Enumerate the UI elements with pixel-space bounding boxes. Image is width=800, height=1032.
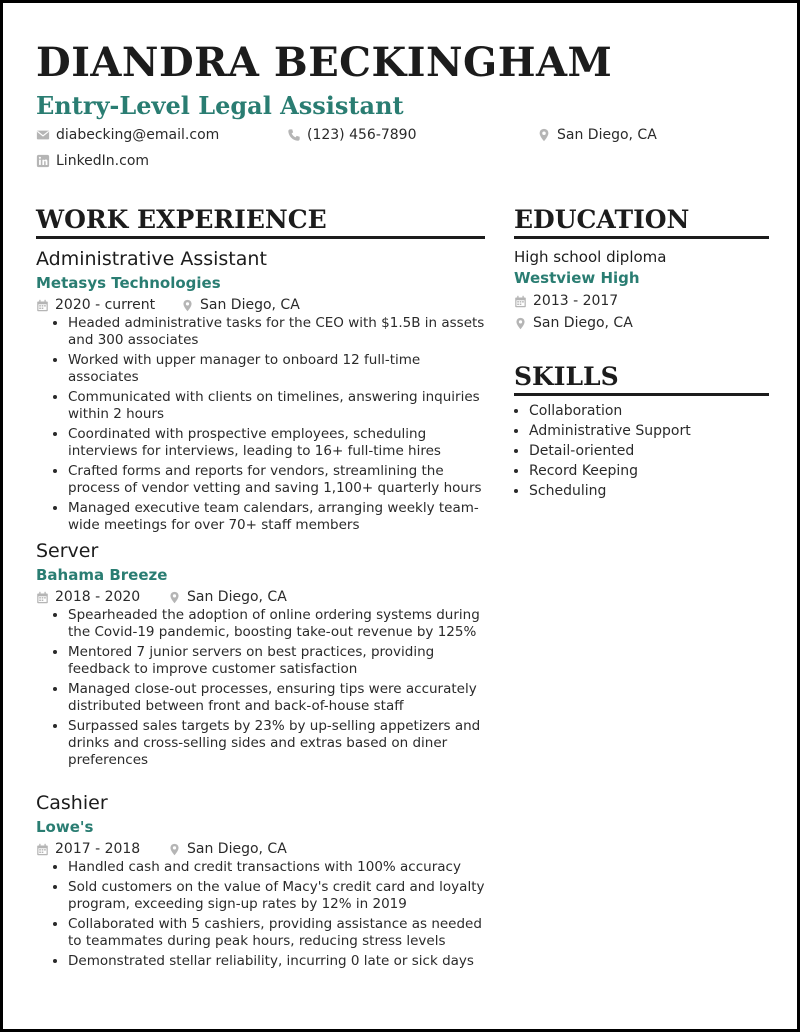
- job-bullet: • Communicated with clients on timelines, answering inquiries within 2 hours: [68, 389, 486, 423]
- job-bullet: • Spearheaded the adoption of online ordering systems during the Covid-19 pandemic, boosting take-out revenue by 125%: [68, 607, 486, 641]
- calendar-icon: [36, 591, 49, 604]
- job-bullet: • Collaborated with 5 cashiers, providing assistance as needed to teammates during peak hours, reducing stress levels: [68, 916, 486, 950]
- job-dates: 2017 - 2018: [55, 841, 141, 857]
- skills-heading: SKILLS: [514, 362, 769, 396]
- job-bullet: • Headed administrative tasks for the CEO with $1.5B in assets and 300 associates: [68, 315, 486, 349]
- job-location: San Diego, CA: [187, 841, 287, 857]
- education-degree: High school diploma: [514, 248, 667, 266]
- job-bullet: • Crafted forms and reports for vendors, streamlining the process of vendor vetting and saving 1,100+ quarterly hours: [68, 463, 486, 497]
- contact-linkedin: [36, 153, 149, 169]
- phone-text: (123) 456-7890: [307, 127, 417, 143]
- skill-item: • Administrative Support: [529, 421, 769, 441]
- phone-icon: [287, 128, 301, 142]
- job-bullet: • Worked with upper manager to onboard 12 full-time associates: [68, 352, 486, 386]
- job-bullet: • Surpassed sales targets by 23% by up-selling appetizers and drinks and cross-selling sides and extras based on diner preferences: [68, 718, 486, 769]
- contact-phone: [287, 127, 417, 143]
- job-bullet: • Managed close-out processes, ensuring tips were accurately distributed between front and back-of-house staff: [68, 681, 486, 715]
- education-location-row: [514, 313, 769, 333]
- skill-item: • Record Keeping: [529, 461, 769, 481]
- calendar-icon: [514, 295, 527, 308]
- job-meta: [36, 587, 486, 607]
- location-text: San Diego, CA: [557, 127, 657, 143]
- calendar-icon: [36, 843, 49, 856]
- job-bullet: • Mentored 7 junior servers on best practices, providing feedback to improve customer satisfaction: [68, 644, 486, 678]
- job-location: San Diego, CA: [200, 297, 300, 313]
- job-bullet: • Handled cash and credit transactions with 100% accuracy: [68, 859, 486, 876]
- job-company: Bahama Breeze: [36, 566, 168, 584]
- education-location: San Diego, CA: [533, 315, 633, 331]
- job-bullet: • Sold customers on the value of Macy's credit card and loyalty program, exceeding sign-up rates by 12% in 2019: [68, 879, 486, 913]
- skill-item: • Scheduling: [529, 481, 769, 501]
- envelope-icon: [36, 128, 50, 142]
- job-role: Server: [36, 540, 99, 562]
- linkedin-icon: [36, 154, 50, 168]
- contact-email: [36, 127, 219, 143]
- job-bullet: • Coordinated with prospective employees, scheduling interviews for interviews, leading to 16+ full-time hires: [68, 426, 486, 460]
- education-dates-row: [514, 291, 769, 311]
- job-bullet: • Managed executive team calendars, arranging weekly team-wide meetings for over 70+ staff members: [68, 500, 486, 534]
- job-entry: [36, 791, 486, 973]
- job-dates: 2018 - 2020: [55, 589, 141, 605]
- candidate-name: DIANDRA BECKINGHAM: [36, 39, 613, 86]
- job-role: Cashier: [36, 792, 108, 814]
- job-company: Lowe's: [36, 818, 94, 836]
- education-heading: EDUCATION: [514, 205, 769, 239]
- linkedin-text: LinkedIn.com: [56, 153, 150, 169]
- job-company: Metasys Technologies: [36, 274, 221, 292]
- location-pin-icon: [181, 299, 194, 312]
- skill-item: • Collaboration: [529, 401, 769, 421]
- location-pin-icon: [537, 128, 551, 142]
- job-location: San Diego, CA: [187, 589, 287, 605]
- calendar-icon: [36, 299, 49, 312]
- education-entry: [514, 247, 769, 333]
- location-pin-icon: [514, 317, 527, 330]
- education-dates: 2013 - 2017: [533, 293, 619, 309]
- work-experience-heading: WORK EXPERIENCE: [36, 205, 485, 239]
- location-pin-icon: [168, 843, 181, 856]
- job-meta: [36, 839, 486, 859]
- skills-list-container: [514, 401, 769, 501]
- candidate-title: Entry-Level Legal Assistant: [36, 91, 404, 120]
- email-text: diabecking@email.com: [56, 127, 220, 143]
- job-dates: 2020 - current: [55, 297, 156, 313]
- job-bullets: [36, 859, 486, 970]
- location-pin-icon: [168, 591, 181, 604]
- skills-list: [514, 401, 769, 501]
- job-bullets: [36, 607, 486, 769]
- skill-item: • Detail-oriented: [529, 441, 769, 461]
- job-meta: [36, 295, 486, 315]
- job-entry: [36, 247, 486, 537]
- contact-location: [537, 127, 657, 143]
- job-bullets: [36, 315, 486, 534]
- job-bullet: • Demonstrated stellar reliability, incurring 0 late or sick days: [68, 953, 486, 970]
- education-school: Westview High: [514, 269, 640, 287]
- job-entry: [36, 539, 486, 772]
- job-role: Administrative Assistant: [36, 248, 267, 270]
